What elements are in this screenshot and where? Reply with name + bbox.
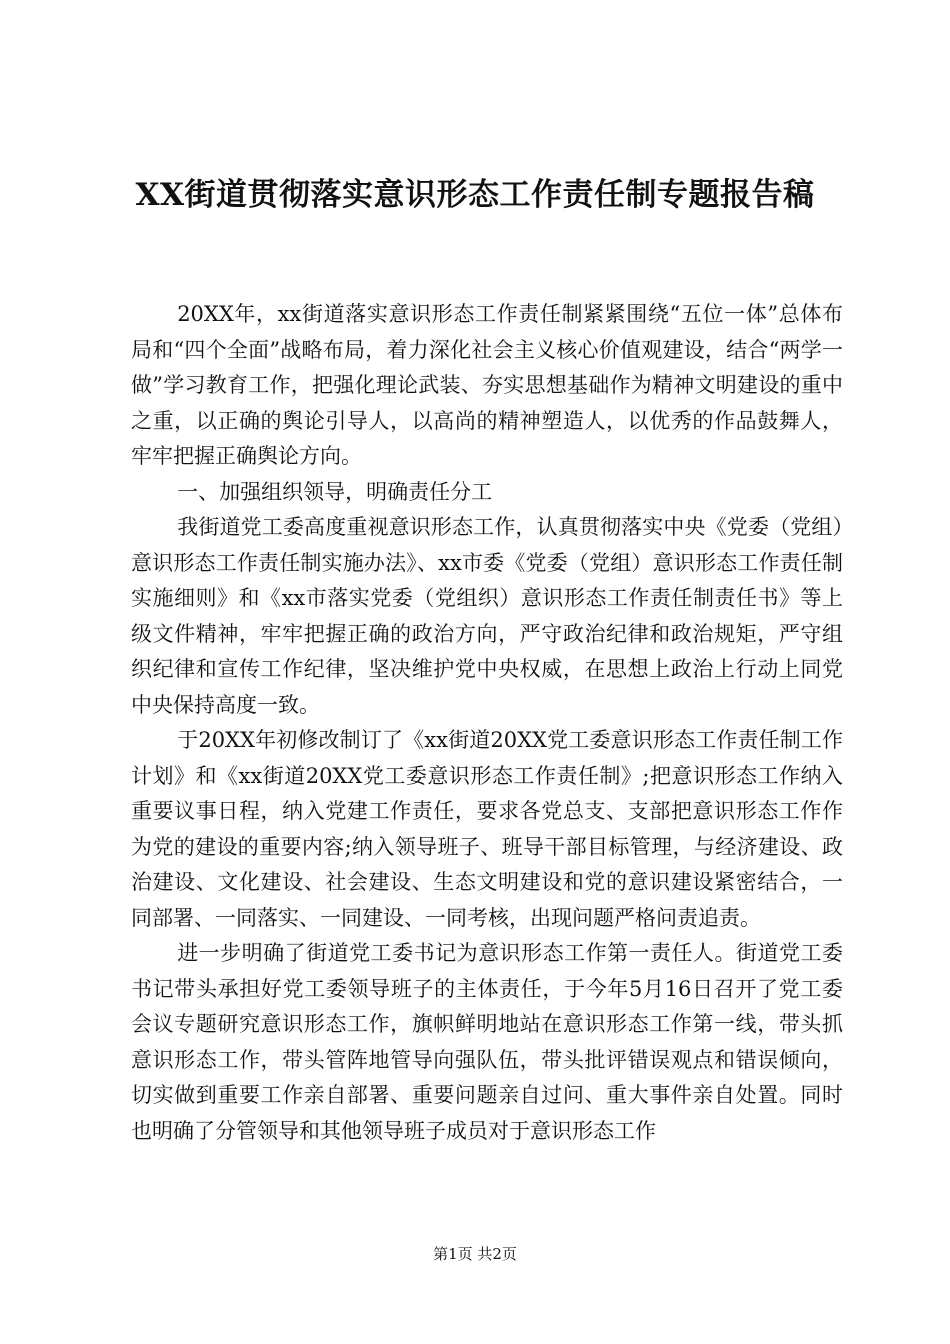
page-footer: 第1页 共2页 <box>433 1245 517 1263</box>
paragraph-responsibility: 进一步明确了街道党工委书记为意识形态工作第一责任人。街道党工委书记带头承担好党工委领导班子的主体责任，于今年5月16日召开了党工委会议专题研究意识形态工作，旗帜鲜明地站在意识形态工作第一线，带头抓意识形态工作，带头管阵地管导向强队伍，带头批评错误观点和错误倾向，切实做到重要工作亲自部署、重要问题亲自过问、重大事件亲自处置。同时也明确了分管领导和其他领导班子成员对于意识形态工作 <box>131 941 843 1143</box>
paragraph-intro: 20XX年，xx街道落实意识形态工作责任制紧紧围绕“五位一体”总体布局和“四个全面”战略布局，着力深化社会主义核心价值观建设，结合“两学一做”学习教育工作，把强化理论武装、夯实思想基础作为精神文明建设的重中之重，以正确的舆论引导人，以高尚的精神塑造人，以优秀的作品鼓舞人，牢牢把握正确舆论方向。 <box>131 302 843 468</box>
paragraph-work-plan: 于20XX年初修改制订了《xx街道20XX党工委意识形态工作责任制工作计划》和《xx街道20XX党工委意识形态工作责任制》;把意识形态工作纳入重要议事日程，纳入党建工作责任，要求各党总支、支部把意识形态工作作为党的建设的重要内容;纳入领导班子、班导干部目标管理，与经济建设、政治建设、文化建设、社会建设、生态文明建设和党的意识建设紧密结合，一同部署、一同落实、一同建设、一同考核，出现问题严格问责追责。 <box>131 728 843 930</box>
paragraph-leadership: 我街道党工委高度重视意识形态工作，认真贯彻落实中央《党委（党组）意识形态工作责任制实施办法》、xx市委《党委（党组）意识形态工作责任制实施细则》和《xx市落实党委（党组织）意识形态工作责任制责任书》等上级文件精神，牢牢把握正确的政治方向，严守政治纪律和政治规矩，严守组织纪律和宣传工作纪律，坚决维护党中央权威，在思想上政治上行动上同党中央保持高度一致。 <box>131 515 843 717</box>
document-body <box>131 297 843 1149</box>
section-heading: 一、加强组织领导，明确责任分工 <box>177 479 493 504</box>
document-title: XX街道贯彻落实意识形态工作责任制专题报告稿 <box>135 177 815 213</box>
